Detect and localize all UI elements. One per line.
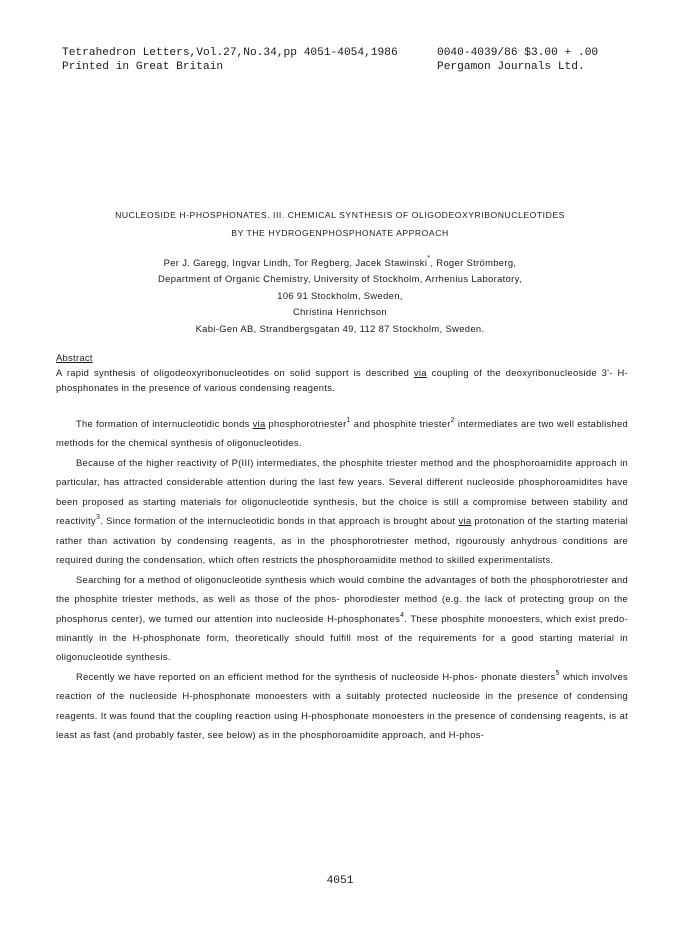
journal-citation: Tetrahedron Letters,Vol.27,No.34,pp 4051-4054,1986 <box>62 47 398 59</box>
affiliation-1: Department of Organic Chemistry, University of Stockholm, Arrhenius Laboratory, <box>158 273 522 285</box>
reference-5: 5 <box>555 669 560 677</box>
abstract-section <box>56 350 628 395</box>
reference-4: 4 <box>400 611 405 619</box>
affiliation-3: Kabi-Gen AB, Strandbergsgatan 49, 112 87 Stockholm, Sweden. <box>195 322 485 334</box>
reference-3: 3 <box>96 514 101 522</box>
paragraph-2: Because of the higher reactivity of P(III) intermediates, the phosphite triester method and the phosphoroamidite approach in particular, has attracted considerable attention during the last few years. Several different nucleoside phosphoroamidites have been proposed as starting materials for oligonucleotide synthesis, but the choice is still a compromise between stability and reactivity$^3$. Since formation of the internucleotidic bonds in that approach is brought about via protonation of the starting material rather than activation by condensing reagents, as in the phosphorotriester method, rigourously anhydrous conditions are required during the condensation, which often restricts the phosphoroamidite method to skilled experimentalists. <box>56 456 628 566</box>
reference-2: 2 <box>450 417 455 424</box>
abstract-heading: Abstract <box>56 352 93 363</box>
title-line-1: NUCLEOSIDE H-PHOSPHONATES. III. CHEMICAL SYNTHESIS OF OLIGODEOXYRIBONUCLEOTIDES <box>115 210 565 220</box>
paragraph-1: The formation of internucleotidic bonds via phosphorotriester$^1$ and phosphite triester$^2$ intermediates are two well established methods for the chemical synthesis of oligonucleotides. <box>56 417 629 449</box>
author-block <box>60 255 620 337</box>
corresponding-author-mark: * <box>427 255 431 262</box>
publisher: Pergamon Journals Ltd. <box>437 61 585 73</box>
title-line-2: BY THE HYDROGENPHOSPHONATE APPROACH <box>231 228 449 238</box>
paragraph-3: Searching for a method of oligonucleotide synthesis which would combine the advantages of both the phosphorotriester and the phosphite triester methods, as well as those of the phos- phorodiester method (e.g. the lack of protecting group on the phosphorus center), we turned our attention into nucleoside H-phosphonates$^4$. These phosphite monoesters, which exist predo- minantly in the H-phosphonate form, theoretically should fulfill most of the requirements for a good starting material in oligonucleotide synthesis. <box>56 573 628 663</box>
issn-price: 0040-4039/86 $3.00 + .00 <box>437 47 599 59</box>
article-title <box>60 206 620 242</box>
abstract-text: A rapid synthesis of oligodeoxyribonucleotides on solid support is described via coupling of the deoxyribonucleoside 3'- H-phosphonates in the presence of various condensing reagents. <box>56 367 628 393</box>
affiliation-2: 106 91 Stockholm, Sweden, <box>277 289 403 301</box>
author-names: Per J. Garegg, Ingvar Lindh, Tor Regberg, Jacek Stawinski*, Roger Strömberg, <box>163 255 517 268</box>
printed-location: Printed in Great Britain <box>62 61 224 73</box>
page-number: 4051 <box>326 875 354 887</box>
journal-header <box>62 46 622 74</box>
reference-1: 1 <box>346 417 351 424</box>
main-text <box>56 414 628 745</box>
paragraph-4: Recently we have reported on an efficient method for the synthesis of nucleoside H-phos- phonate diesters$^5$ which involves reaction of the nucleoside H-phosphonate monoesters with a suitably protected nucleoside in the presence of condensing reagents. It was found that the coupling reaction using H-phosphonate monoesters in the presence of condensing reagents, is at least as fast (and probably faster, see below) as in the phosphoroamidite approach, and H-phos- <box>56 669 628 741</box>
second-author: Christina Henrichson <box>292 306 388 318</box>
